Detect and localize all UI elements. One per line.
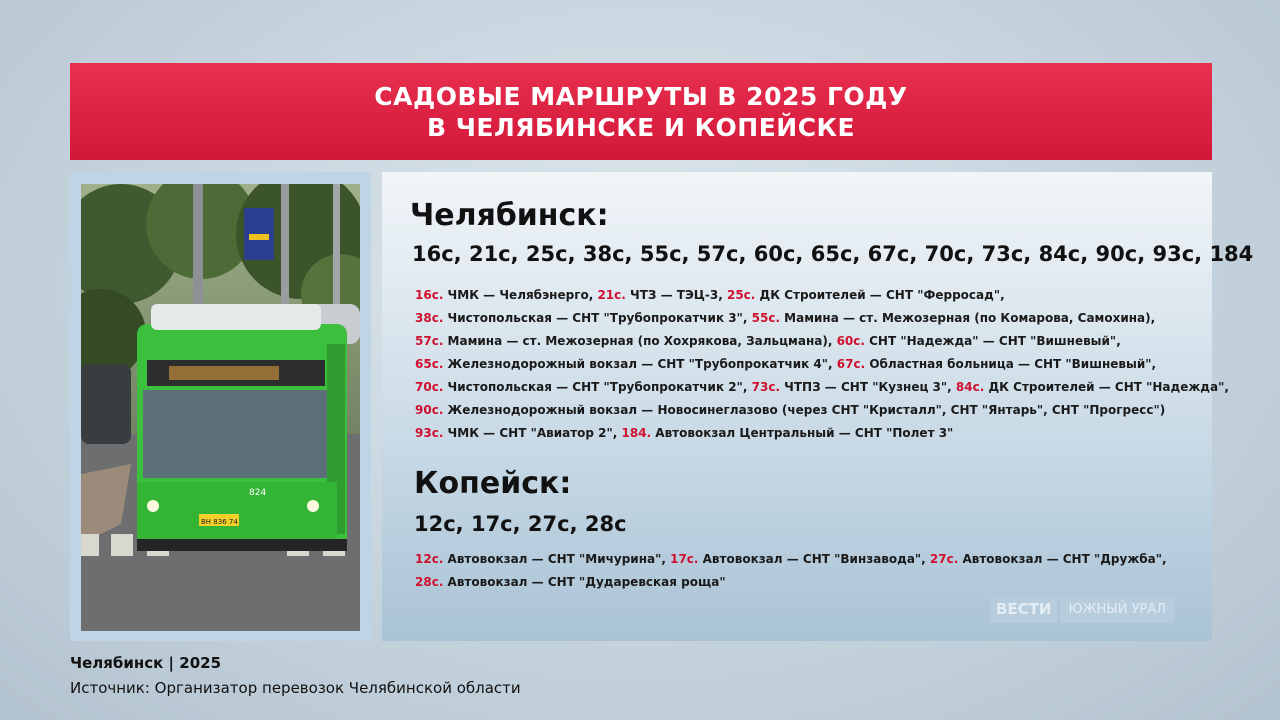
kopeysk-routes: 12с, 17с, 27с, 28с bbox=[414, 512, 627, 536]
route-text: Мамина — ст. Межозерная (по Хохрякова, Зальцмана), bbox=[443, 334, 837, 348]
route-number: 84с. bbox=[955, 380, 985, 394]
bus-illustration bbox=[81, 184, 360, 631]
route-number: 28с. bbox=[415, 575, 444, 589]
kopeysk-title: Копейск: bbox=[414, 466, 572, 501]
route-number: 38с. bbox=[415, 311, 444, 325]
route-text: Автовокзал — СНТ "Винзавода", bbox=[698, 552, 930, 566]
route-text: ЧТЗ — ТЭЦ-3, bbox=[625, 288, 727, 302]
route-text: Мамина — ст. Межозерная (по Комарова, Самохина), bbox=[780, 311, 1156, 325]
route-line bbox=[415, 334, 1121, 349]
route-number: 21с. bbox=[597, 288, 626, 302]
route-number: 93с. bbox=[415, 426, 444, 440]
route-line bbox=[415, 288, 1005, 303]
route-text: Автовокзал Центральный — СНТ "Полет 3" bbox=[651, 426, 954, 440]
route-text: ДК Строителей — СНТ "Ферросад", bbox=[755, 288, 1005, 302]
bus-plate: ВН 836 74 bbox=[201, 518, 238, 526]
route-number: 12с. bbox=[415, 552, 444, 566]
route-number: 67с. bbox=[836, 357, 866, 371]
photo-frame bbox=[70, 172, 371, 641]
route-number: 25с. bbox=[726, 288, 756, 302]
route-text: Железнодорожный вокзал — Новосинеглазово (через СНТ "Кристалл", СНТ "Янтарь", СНТ "Прогресс") bbox=[443, 403, 1166, 417]
route-number: 60с. bbox=[836, 334, 865, 348]
route-number: 57с. bbox=[415, 334, 444, 348]
title-banner bbox=[70, 63, 1212, 160]
vesti-watermark bbox=[990, 596, 1174, 623]
route-text: Автовокзал — СНТ "Мичурина", bbox=[443, 552, 671, 566]
route-number: 70с. bbox=[415, 380, 444, 394]
route-line bbox=[415, 426, 953, 441]
vesti-region: ЮЖНЫЙ УРАЛ bbox=[1060, 596, 1174, 623]
route-line bbox=[415, 575, 726, 590]
vesti-logo: ВЕСТИ bbox=[990, 596, 1057, 623]
route-number: 16с. bbox=[415, 288, 444, 302]
route-line bbox=[415, 380, 1229, 395]
route-text: Автовокзал — СНТ "Дударевская роща" bbox=[443, 575, 726, 589]
route-number: 27с. bbox=[929, 552, 959, 566]
title-line-2: В ЧЕЛЯБИНСКЕ И КОПЕЙСКЕ bbox=[426, 112, 856, 142]
route-text: Железнодорожный вокзал — СНТ "Трубопрокатчик 4", bbox=[443, 357, 837, 371]
route-text: ДК Строителей — СНТ "Надежда", bbox=[984, 380, 1229, 394]
route-line bbox=[415, 311, 1155, 326]
route-text: Автовокзал — СНТ "Дружба", bbox=[958, 552, 1167, 566]
route-text: ЧТПЗ — СНТ "Кузнец 3", bbox=[780, 380, 956, 394]
route-line bbox=[415, 552, 1167, 567]
routes-panel bbox=[382, 172, 1254, 641]
route-number: 184. bbox=[621, 426, 652, 440]
route-text: Чистопольская — СНТ "Трубопрокатчик 3", bbox=[443, 311, 752, 325]
footer-title: Челябинск | 2025 bbox=[70, 654, 222, 672]
route-text: ЧМК — СНТ "Авиатор 2", bbox=[443, 426, 622, 440]
route-line bbox=[415, 403, 1165, 418]
route-number: 17с. bbox=[670, 552, 699, 566]
route-text: ЧМК — Челябэнерго, bbox=[443, 288, 598, 302]
route-number: 73с. bbox=[751, 380, 780, 394]
title-line-1: САДОВЫЕ МАРШРУТЫ В 2025 ГОДУ bbox=[374, 81, 908, 111]
chelyabinsk-title: Челябинск: bbox=[410, 198, 609, 233]
bus-number: 824 bbox=[249, 488, 267, 498]
route-text: СНТ "Надежда" — СНТ "Вишневый", bbox=[864, 334, 1121, 348]
route-number: 65с. bbox=[415, 357, 444, 371]
route-line bbox=[415, 357, 1156, 372]
chelyabinsk-routes: 16с, 21с, 25с, 38с, 55с, 57с, 60с, 65с, 67с, 70с, 73с, 84с, 90с, 93с, 184 bbox=[412, 242, 1254, 266]
route-text: Областная больница — СНТ "Вишневый", bbox=[865, 357, 1157, 371]
route-text: Чистопольская — СНТ "Трубопрокатчик 2", bbox=[443, 380, 752, 394]
route-number: 90с. bbox=[415, 403, 444, 417]
route-number: 55с. bbox=[751, 311, 780, 325]
footer-source: Источник: Организатор перевозок Челябинской области bbox=[70, 679, 521, 697]
bus-photo bbox=[81, 184, 360, 631]
